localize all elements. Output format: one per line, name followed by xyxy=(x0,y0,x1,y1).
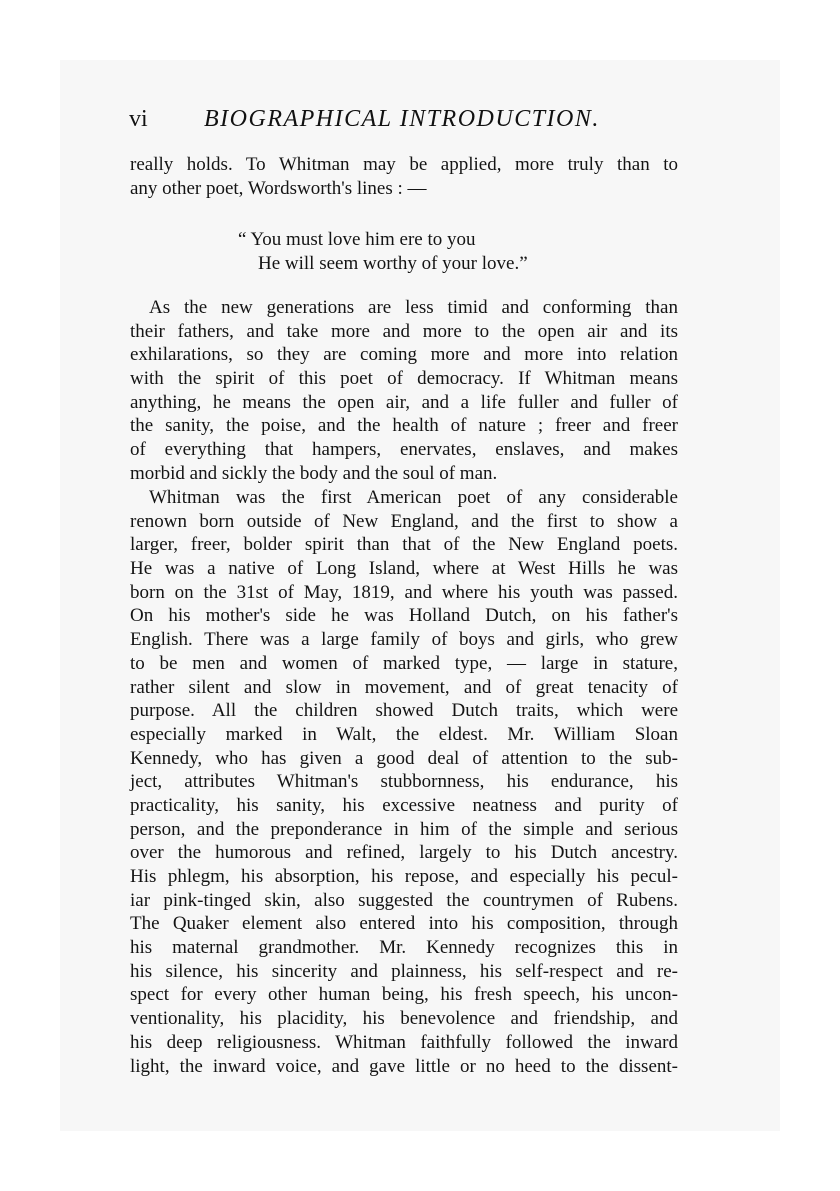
verse-line: “ You must love him ere to you xyxy=(238,229,476,250)
text-line: person, and the preponderance in him of the simple and serious xyxy=(130,818,678,840)
text-line: His phlegm, his absorption, his repose, and especially his pecul- xyxy=(130,866,678,887)
text-line: ject, attributes Whitman's stubbornness, his endurance, his xyxy=(130,771,678,793)
running-header xyxy=(129,102,689,142)
text-line: anything, he means the open air, and a life fuller and fuller of xyxy=(130,391,678,413)
text-line: light, the inward voice, and gave little or no heed to the dissent- xyxy=(130,1055,678,1077)
text-line: ventionality, his placidity, his benevolence and friendship, and xyxy=(130,1008,678,1030)
text-line: He was a native of Long Island, where at West Hills he was xyxy=(130,558,678,580)
text-line: his silence, his sincerity and plainness, his self-respect and re- xyxy=(130,960,678,982)
text-line: their fathers, and take more and more to the open air and its xyxy=(130,320,678,342)
paragraph-new-generations xyxy=(130,296,678,486)
text-line: English. There was a large family of boys and girls, who grew xyxy=(130,629,678,651)
text-line: his maternal grandmother. Mr. Kennedy recognizes this in xyxy=(130,937,678,959)
text-line: with the spirit of this poet of democracy. If Whitman means xyxy=(130,368,678,390)
text-line: born on the 31st of May, 1819, and where his youth was passed. xyxy=(130,581,678,603)
text-line: As the new generations are less timid and conforming than xyxy=(149,297,678,318)
text-line: his deep religiousness. Whitman faithfully followed the inward xyxy=(130,1031,678,1053)
text-line: Whitman was the first American poet of any considerable xyxy=(149,487,678,508)
text-line: The Quaker element also entered into his composition, through xyxy=(130,913,678,935)
text-line: On his mother's side he was Holland Dutch, on his father's xyxy=(130,605,678,627)
text-line: Kennedy, who has given a good deal of attention to the sub- xyxy=(130,747,678,769)
text-line: practicality, his sanity, his excessive neatness and purity of xyxy=(130,794,678,816)
text-line: really holds. To Whitman may be applied, more truly than to xyxy=(130,154,678,175)
verse-quotation xyxy=(238,228,528,276)
running-title: BIOGRAPHICAL INTRODUCTION. xyxy=(204,106,600,132)
text-line: larger, freer, bolder spirit than that of the New England poets. xyxy=(130,534,678,556)
text-line: to be men and women of marked type, — large in stature, xyxy=(130,652,678,674)
text-line: over the humorous and refined, largely to his Dutch ancestry. xyxy=(130,842,678,864)
text-line: spect for every other human being, his fresh speech, his uncon- xyxy=(130,984,678,1006)
paragraph-biography xyxy=(130,486,678,1078)
text-line: morbid and sickly the body and the soul of man. xyxy=(130,462,498,484)
intro-text xyxy=(130,153,678,200)
text-line: of everything that hampers, enervates, enslaves, and makes xyxy=(130,439,678,461)
text-line: any other poet, Wordsworth's lines : — xyxy=(130,177,427,199)
text-line: the sanity, the poise, and the health of nature ; freer and freer xyxy=(130,415,678,437)
text-line: renown born outside of New England, and the first to show a xyxy=(130,510,678,532)
text-line: rather silent and slow in movement, and of great tenacity of xyxy=(130,676,678,698)
text-line: iar pink-tinged skin, also suggested the countrymen of Rubens. xyxy=(130,889,678,911)
text-line: exhilarations, so they are coming more and more into relation xyxy=(130,344,678,366)
text-line: especially marked in Walt, the eldest. Mr. William Sloan xyxy=(130,723,678,745)
page-number: vi xyxy=(129,106,148,132)
verse-line: He will seem worthy of your love.” xyxy=(258,253,528,274)
text-line: purpose. All the children showed Dutch traits, which were xyxy=(130,700,678,722)
